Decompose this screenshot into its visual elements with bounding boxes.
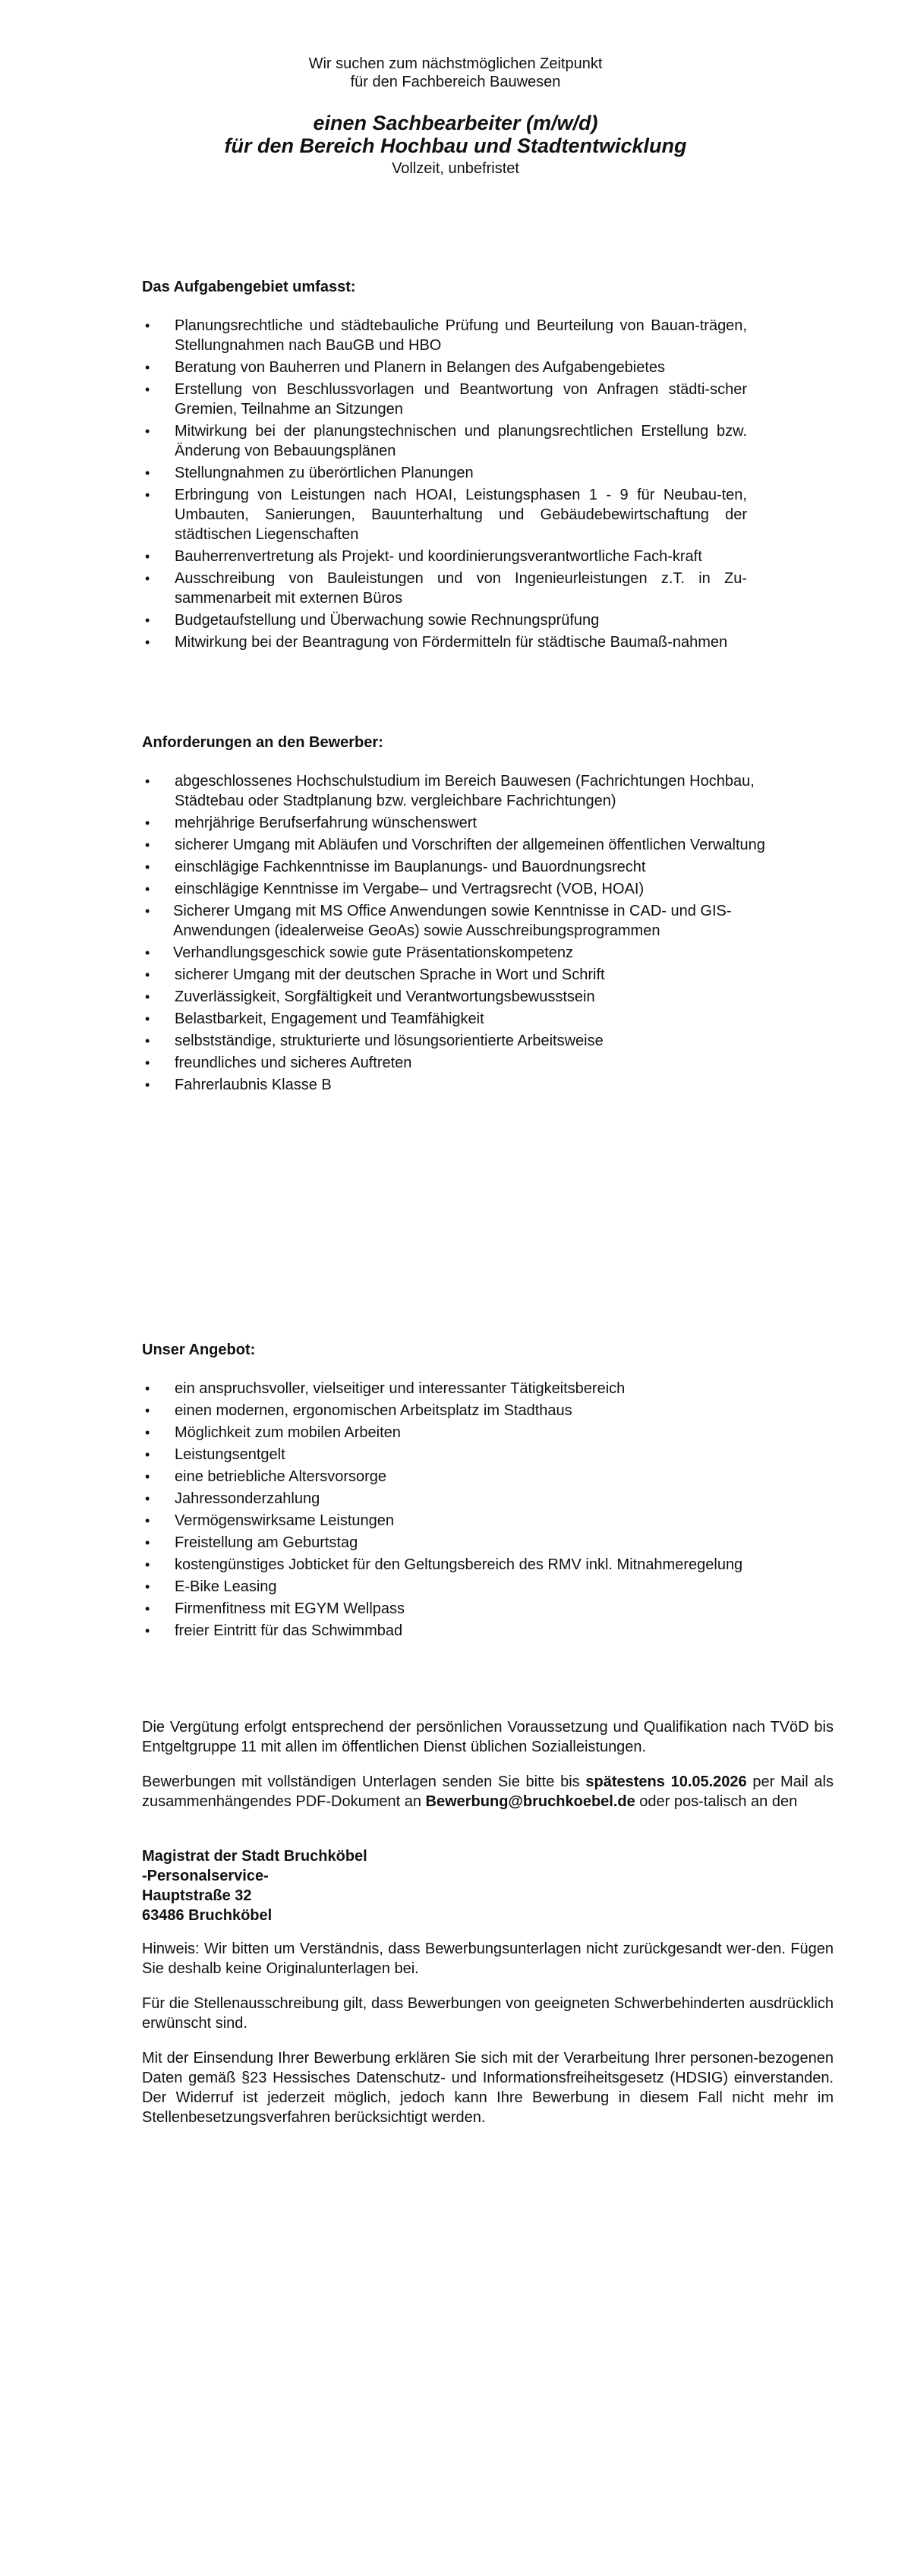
bullet-icon: • <box>145 613 150 628</box>
list-item: • Bauherrenvertretung als Projekt- und koordinierungsverantwortliche Fach-kraft <box>145 548 702 565</box>
list-item: • mehrjährige Berufserfahrung wünschenswert <box>145 815 477 831</box>
list-item: • eine betriebliche Altersvorsorge <box>145 1468 387 1485</box>
bullet-icon: • <box>145 424 150 439</box>
list-item: • Zuverlässigkeit, Sorgfältigkeit und Verantwortungsbewusstsein <box>145 988 595 1005</box>
bullet-icon: • <box>145 360 150 375</box>
list-item: • Beratung von Bauherren und Planern in Belangen des Aufgabengebietes <box>145 359 666 376</box>
intro-line-2: für den Fachbereich Bauwesen <box>350 74 561 90</box>
bullet-icon: • <box>145 1469 150 1484</box>
list-item: • Mitwirkung bei der Beantragung von Fördermitteln für städtische Baumaß-nahmen <box>145 634 728 651</box>
salary-paragraph: Die Vergütung erfolgt entsprechend der persönlichen Voraussetzung und Qualifikation nach TVöD bis Entgeltgruppe 11 mit allen im öffentlichen Dienst üblichen Sozialleistungen. <box>142 1719 834 1755</box>
bullet-icon: • <box>145 1579 150 1594</box>
list-item: • Erstellung von Beschlussvorlagen und Beantwortung von Anfragen städti-scher Gremien, Teilnahme an Sitzungen <box>145 381 747 418</box>
list-item: • Fahrerlaubnis Klasse B <box>145 1077 332 1093</box>
list-item: • Sicherer Umgang mit MS Office Anwendungen sowie Kenntnisse in CAD- und GIS-Anwendungen (idealerweise GeoAs) sowie Ausschreibungsprogrammen <box>145 903 732 939</box>
bullet-icon: • <box>145 1077 150 1093</box>
list-item: • Erbringung von Leistungen nach HOAI, Leistungsphasen 1 - 9 für Neubau-ten, Umbauten, Sanierungen, Bauunterhaltung und Gebäudebewirtschaftung der städtischen Liegenschaften <box>145 487 747 543</box>
bullet-icon: • <box>145 1381 150 1396</box>
list-item: • ein anspruchsvoller, vielseitiger und interessanter Tätigkeitsbereich <box>145 1380 626 1397</box>
disability-paragraph: Für die Stellenausschreibung gilt, dass Bewerbungen von geeigneten Schwerbehinderten ausdrücklich erwünscht sind. <box>142 1995 834 2032</box>
note-paragraph: Hinweis: Wir bitten um Verständnis, dass Bewerbungsunterlagen nicht zurückgesandt wer-den. Fügen Sie deshalb keine Originalunterlagen bei. <box>142 1941 834 1977</box>
application-deadline: spätestens 10.05.2026 <box>585 1774 747 1790</box>
list-item: • sicherer Umgang mit der deutschen Sprache in Wort und Schrift <box>145 966 605 983</box>
tasks-list <box>142 316 747 654</box>
list-item: • Budgetaufstellung und Überwachung sowie Rechnungsprüfung <box>145 612 600 629</box>
list-item: • Firmenfitness mit EGYM Wellpass <box>145 1600 405 1617</box>
list-item: • Vermögenswirksame Leistungen <box>145 1512 395 1529</box>
bullet-icon: • <box>145 1425 150 1440</box>
bullet-icon: • <box>145 1011 150 1026</box>
application-email-link[interactable]: Bewerbung@bruchkoebel.de <box>425 1793 635 1810</box>
bullet-icon: • <box>145 1447 150 1462</box>
list-item: • einschlägige Fachkenntnisse im Bauplanungs- und Bauordnungsrecht <box>145 859 646 875</box>
job-title: einen Sachbearbeiter (m/w/d) <box>313 112 598 134</box>
list-item: • Planungsrechtliche und städtebauliche Prüfung und Beurteilung von Bauan-trägen, Stellungnahmen nach BauGB und HBO <box>145 317 747 354</box>
list-item: • Freistellung am Geburtstag <box>145 1534 358 1551</box>
list-item: • Verhandlungsgeschick sowie gute Präsentationskompetenz <box>145 944 573 961</box>
postal-address <box>142 1846 367 1925</box>
bullet-icon: • <box>145 571 150 586</box>
bullet-icon: • <box>145 549 150 564</box>
requirements-list <box>142 771 787 1097</box>
bullet-icon: • <box>145 903 150 919</box>
bullet-icon: • <box>145 945 150 960</box>
bullet-icon: • <box>145 382 150 397</box>
application-paragraph: Bewerbungen mit vollständigen Unterlagen senden Sie bitte bis spätestens 10.05.2026 per Mail als zusammenhängendes PDF-Dokument an Bewerbung@bruchkoebel.de oder pos-talisch an den <box>142 1774 834 1810</box>
bullet-icon: • <box>145 1535 150 1550</box>
bullet-icon: • <box>145 487 150 503</box>
address-line-2: -Personalservice- <box>142 1868 269 1884</box>
bullet-icon: • <box>145 1403 150 1418</box>
list-item: • einen modernen, ergonomischen Arbeitsplatz im Stadthaus <box>145 1402 572 1419</box>
bullet-icon: • <box>145 1055 150 1070</box>
list-item: • Mitwirkung bei der planungstechnischen und planungsrechtlichen Erstellung bzw. Änderung von Bebauungsplänen <box>145 423 747 459</box>
employment-type: Vollzeit, unbefristet <box>392 160 519 177</box>
list-item: • Möglichkeit zum mobilen Arbeiten <box>145 1424 401 1441</box>
list-item: • Jahressonderzahlung <box>145 1490 320 1507</box>
list-item: • Ausschreibung von Bauleistungen und von Ingenieurleistungen z.T. in Zu-sammenarbeit mit externen Büros <box>145 570 747 607</box>
bullet-icon: • <box>145 1513 150 1528</box>
list-item: • Belastbarkeit, Engagement und Teamfähigkeit <box>145 1011 484 1027</box>
list-item: • einschlägige Kenntnisse im Vergabe– und Vertragsrecht (VOB, HOAI) <box>145 881 645 897</box>
list-item: • Stellungnahmen zu überörtlichen Planungen <box>145 465 474 481</box>
list-item: • selbstständige, strukturierte und lösungsorientierte Arbeitsweise <box>145 1033 604 1049</box>
privacy-paragraph: Mit der Einsendung Ihrer Bewerbung erklären Sie sich mit der Verarbeitung Ihrer personen-bezogenen Daten gemäß §23 Hessisches Datenschutz- und Informationsfreiheitsgesetz (HDSIG) einverstanden. Der Widerruf ist jederzeit möglich, jedoch kann Ihre Bewerbung in diesem Fall nicht mehr im Stellenbesetzungsverfahren berücksichtigt werden. <box>142 2050 834 2126</box>
address-line-3: Hauptstraße 32 <box>142 1887 252 1904</box>
list-item: • E-Bike Leasing <box>145 1578 277 1595</box>
list-item: • freier Eintritt für das Schwimmbad <box>145 1622 403 1639</box>
list-item: • kostengünstiges Jobticket für den Geltungsbereich des RMV inkl. Mitnahmeregelung <box>145 1556 743 1573</box>
list-item: • Leistungsentgelt <box>145 1446 285 1463</box>
bullet-icon: • <box>145 1601 150 1616</box>
bullet-icon: • <box>145 1033 150 1048</box>
intro-line-1: Wir suchen zum nächstmöglichen Zeitpunkt <box>308 55 603 72</box>
offer-heading: Unser Angebot: <box>142 1342 256 1358</box>
bullet-icon: • <box>145 465 150 481</box>
address-line-4: 63486 Bruchköbel <box>142 1907 273 1924</box>
bullet-icon: • <box>145 1623 150 1638</box>
bullet-icon: • <box>145 1491 150 1506</box>
list-item: • sicherer Umgang mit Abläufen und Vorschriften der allgemeinen öffentlichen Verwaltung <box>145 837 765 853</box>
bullet-icon: • <box>145 859 150 875</box>
list-item: • freundliches und sicheres Auftreten <box>145 1055 412 1071</box>
bullet-icon: • <box>145 318 150 333</box>
bullet-icon: • <box>145 837 150 853</box>
job-title-area: für den Bereich Hochbau und Stadtentwicklung <box>224 134 687 157</box>
bullet-icon: • <box>145 815 150 831</box>
bullet-icon: • <box>145 1557 150 1572</box>
bullet-icon: • <box>145 635 150 650</box>
bullet-icon: • <box>145 967 150 982</box>
list-item: • abgeschlossenes Hochschulstudium im Bereich Bauwesen (Fachrichtungen Hochbau, Städtebau oder Stadtplanung bzw. vergleichbare Fachrichtungen) <box>145 773 755 809</box>
address-line-1: Magistrat der Stadt Bruchköbel <box>142 1848 367 1865</box>
bullet-icon: • <box>145 989 150 1004</box>
offer-list <box>142 1379 749 1643</box>
bullet-icon: • <box>145 774 150 789</box>
requirements-heading: Anforderungen an den Bewerber: <box>142 734 383 751</box>
bullet-icon: • <box>145 881 150 897</box>
tasks-heading: Das Aufgabengebiet umfasst: <box>142 279 356 295</box>
